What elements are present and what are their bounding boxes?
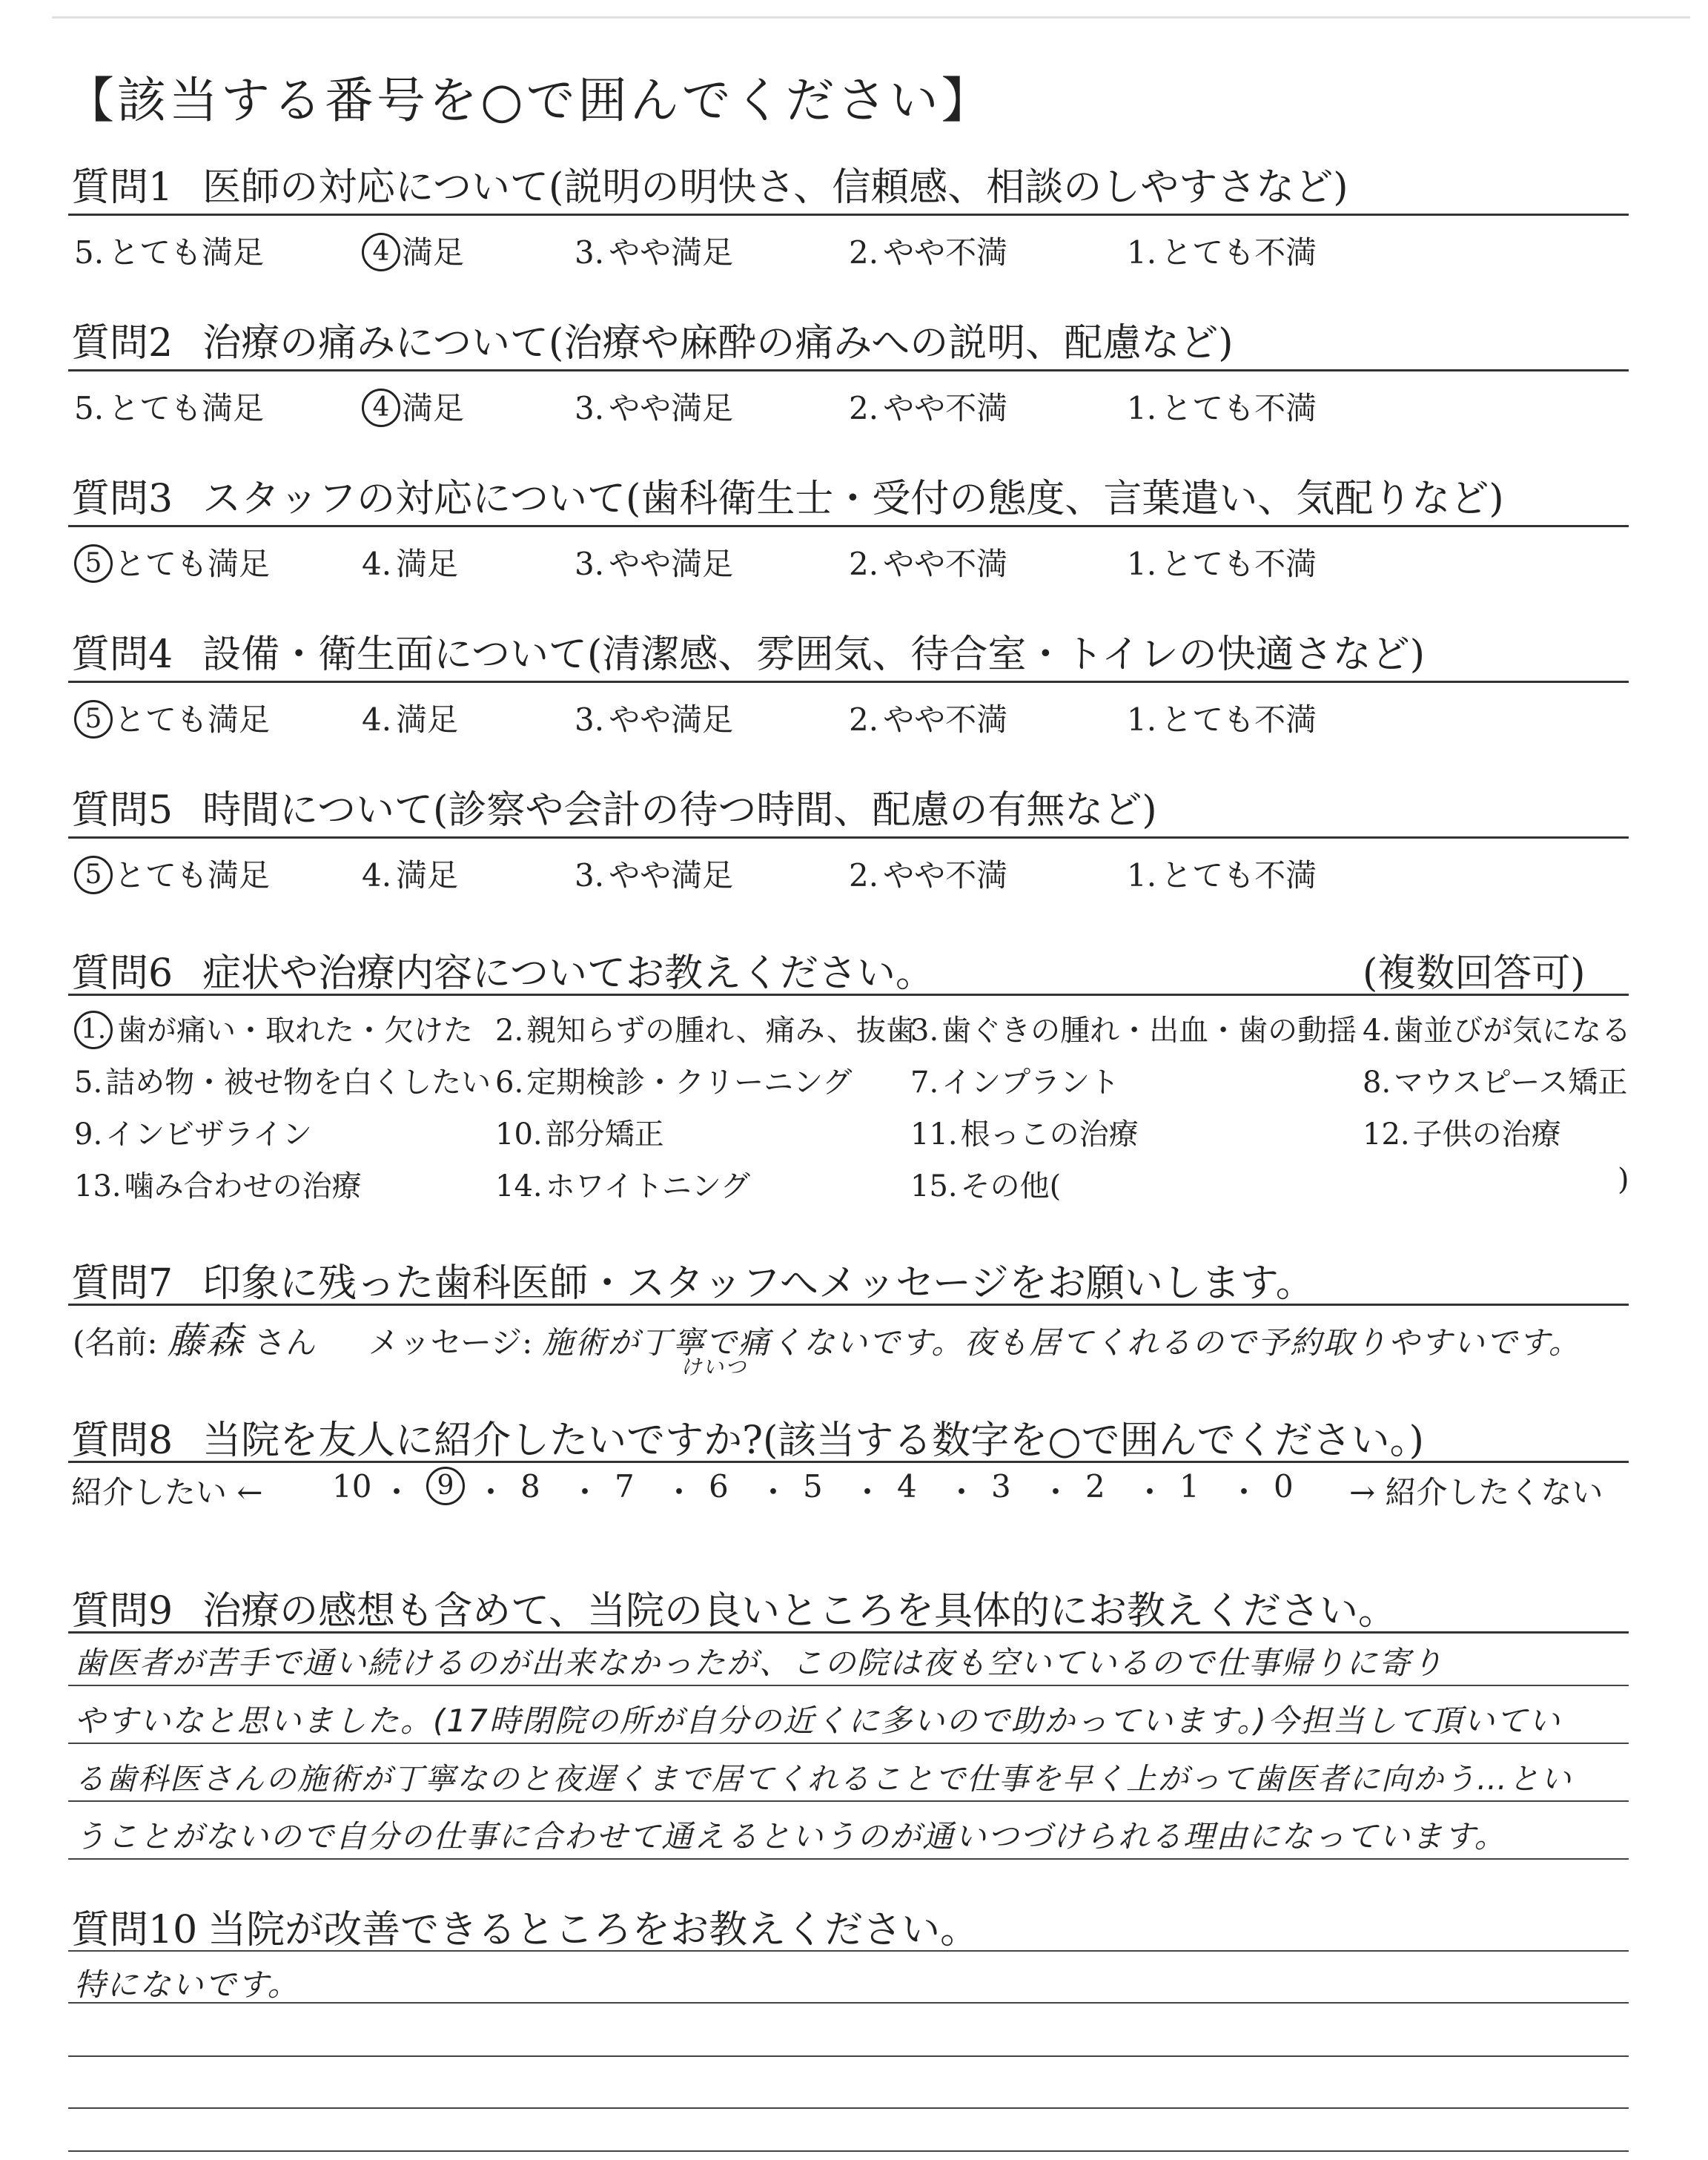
option-number: 2. xyxy=(849,701,879,738)
scale-number-circled: 9 xyxy=(426,1467,465,1505)
q7-text: 印象に残った歯科医師・スタッフへメッセージをお願いします。 xyxy=(202,1261,1314,1306)
option-label: やや不満 xyxy=(883,857,1008,894)
option-label: 歯ぐきの腫れ・出血・歯の動揺 xyxy=(941,1014,1357,1048)
q5-option[interactable] xyxy=(575,851,733,896)
scale-number: 7 xyxy=(615,1468,635,1505)
q8-separator: ・ xyxy=(381,1474,413,1510)
q8-scale-value[interactable] xyxy=(1085,1468,1105,1505)
q8-separator: ・ xyxy=(663,1474,695,1510)
option-number-circled: 1. xyxy=(74,1011,113,1049)
option-label: 満足 xyxy=(396,546,459,582)
q8-scale-value[interactable] xyxy=(332,1468,371,1505)
q6-option[interactable] xyxy=(74,1111,312,1153)
q9-text: 治療の感想も含めて、当院の良いところを具体的にお教えください。 xyxy=(202,1589,1397,1634)
option-number: 1. xyxy=(1127,390,1157,426)
q8-separator: ・ xyxy=(946,1474,978,1510)
q9-answer-line: 歯医者が苦手で通い続けるのが出来なかったが、この院は夜も空いているので仕事帰りに寄り xyxy=(74,1645,1445,1681)
q6-title xyxy=(71,942,934,997)
q7-name-suffix: さん xyxy=(254,1324,317,1361)
q8-right-label: → 紹介したくない xyxy=(1349,1474,1603,1510)
option-number: 2. xyxy=(495,1014,524,1048)
q10-title xyxy=(71,1898,979,1954)
q6-option[interactable] xyxy=(910,1111,1139,1153)
q4-option[interactable] xyxy=(74,696,270,742)
q6-option[interactable] xyxy=(910,1163,1061,1205)
q1-number: 質問1 xyxy=(71,165,173,210)
q5-title xyxy=(71,779,1157,834)
q9-rule xyxy=(68,1631,1629,1634)
q8-rule xyxy=(68,1461,1629,1463)
option-label: とても不満 xyxy=(1161,546,1317,582)
q10-text: 当院が改善できるところをお教えください。 xyxy=(208,1908,979,1952)
q10-answer-rule xyxy=(68,2055,1629,2057)
q1-option[interactable] xyxy=(1127,228,1317,273)
option-label: 歯並びが気になる xyxy=(1394,1014,1632,1048)
q1-option[interactable] xyxy=(575,228,733,273)
q10-answer-rule xyxy=(68,2107,1629,2109)
option-number: 3. xyxy=(575,234,605,271)
scale-number: 3 xyxy=(991,1468,1011,1505)
option-number: 3. xyxy=(575,390,605,426)
q6-option[interactable] xyxy=(74,1059,491,1101)
q8-number: 質問8 xyxy=(71,1418,173,1463)
q6-option[interactable] xyxy=(1615,1163,1629,1197)
option-label: インプラント xyxy=(941,1066,1120,1100)
option-label: 詰め物・被せ物を白くしたい xyxy=(105,1066,491,1100)
q9-title xyxy=(71,1579,1397,1635)
option-label: やや満足 xyxy=(609,546,734,582)
option-number: 15. xyxy=(910,1169,958,1203)
option-label: インビザライン xyxy=(105,1117,312,1152)
q7-name-value: 藤森 xyxy=(167,1319,245,1362)
q4-option[interactable] xyxy=(1127,696,1317,740)
q9-number: 質問9 xyxy=(71,1589,173,1634)
option-number: 3. xyxy=(910,1014,939,1048)
option-label: その他( xyxy=(960,1169,1062,1203)
option-label: とても満足 xyxy=(114,546,271,582)
q4-option[interactable] xyxy=(575,696,733,740)
option-label: とても不満 xyxy=(1161,701,1317,738)
option-label: ) xyxy=(1618,1163,1629,1197)
q4-rule xyxy=(68,681,1629,683)
option-label: 満足 xyxy=(396,701,459,738)
option-number-circled: 5 xyxy=(74,856,113,894)
scale-number: 2 xyxy=(1085,1468,1105,1505)
option-label: 部分矯正 xyxy=(545,1117,664,1152)
q1-rule xyxy=(68,214,1629,216)
q9-answer-line: る歯科医さんの施術が丁寧なのと夜遅くまで居てくれることで仕事を早く上がって歯医者に向かう…とい xyxy=(74,1761,1572,1797)
scale-number: 5 xyxy=(803,1468,823,1505)
option-label: やや満足 xyxy=(609,857,734,894)
q1-option[interactable] xyxy=(74,228,264,273)
q8-separator: ・ xyxy=(569,1474,601,1510)
q3-rule xyxy=(68,525,1629,527)
q7-message-label: メッセージ: xyxy=(368,1324,533,1361)
option-label: とても満足 xyxy=(114,857,271,894)
q5-text: 時間について(診察や会計の待つ時間、配慮の有無など) xyxy=(202,788,1157,833)
option-label: 満足 xyxy=(402,390,465,426)
option-label: とても満足 xyxy=(108,234,265,271)
q7-title xyxy=(71,1252,1314,1307)
option-label: とても不満 xyxy=(1161,234,1317,271)
q7-message-row xyxy=(73,1311,1581,1364)
q2-option[interactable] xyxy=(362,384,464,430)
q3-text: スタッフの対応について(歯科衛生士・受付の態度、言葉遣い、気配りなど) xyxy=(202,477,1504,521)
q8-scale-value[interactable] xyxy=(1179,1468,1199,1505)
option-number: 1. xyxy=(1127,546,1157,582)
q8-separator: ・ xyxy=(1134,1474,1166,1510)
q2-number: 質問2 xyxy=(71,321,173,366)
q8-separator: ・ xyxy=(1040,1474,1072,1510)
q3-title xyxy=(71,467,1504,523)
q9-answer-rule xyxy=(68,1685,1629,1686)
q4-text: 設備・衛生面について(清潔感、雰囲気、待合室・トイレの快適さなど) xyxy=(202,633,1426,677)
q8-scale-value[interactable] xyxy=(615,1468,635,1505)
option-label: 定期検診・クリーニング xyxy=(526,1066,853,1100)
option-number: 2. xyxy=(849,857,879,894)
option-label: 歯が痛い・取れた・欠けた xyxy=(117,1014,473,1048)
q8-scale-value[interactable] xyxy=(897,1468,917,1505)
q9-answer-rule xyxy=(68,1800,1629,1802)
option-label: やや満足 xyxy=(609,390,734,426)
q6-option[interactable] xyxy=(910,1007,1357,1049)
q10-answer-rule xyxy=(68,1950,1629,1952)
q7-number: 質問7 xyxy=(71,1261,173,1306)
option-label: ホワイトニング xyxy=(545,1169,751,1203)
option-number: 4. xyxy=(362,546,392,582)
option-label: とても不満 xyxy=(1161,390,1317,426)
option-number: 14. xyxy=(495,1169,543,1203)
q2-text: 治療の痛みについて(治療や麻酔の痛みへの説明、配慮など) xyxy=(202,321,1234,366)
q8-scale-value[interactable] xyxy=(803,1468,823,1505)
q8-scale-value[interactable] xyxy=(1274,1468,1294,1505)
option-number: 1. xyxy=(1127,857,1157,894)
scale-number: 6 xyxy=(709,1468,729,1505)
q10-number: 質問10 xyxy=(71,1908,198,1952)
option-number: 6. xyxy=(495,1066,524,1100)
q5-option[interactable] xyxy=(74,851,270,897)
q4-option[interactable] xyxy=(849,696,1007,740)
option-label: やや不満 xyxy=(883,701,1008,738)
scale-number: 10 xyxy=(332,1468,372,1505)
q4-option[interactable] xyxy=(362,696,458,740)
option-number: 2. xyxy=(849,234,879,271)
option-number: 3. xyxy=(575,857,605,894)
option-number: 5. xyxy=(74,390,105,426)
q6-option[interactable] xyxy=(495,1059,852,1101)
option-label: やや不満 xyxy=(883,234,1008,271)
q6-option[interactable] xyxy=(910,1059,1119,1101)
q7-name-label: (名前: xyxy=(73,1324,158,1361)
q3-option[interactable] xyxy=(575,540,733,584)
q5-option[interactable] xyxy=(1127,851,1317,896)
q8-text: 当院を友人に紹介したいですか?(該当する数字を○で囲んでください。) xyxy=(202,1418,1424,1463)
option-number: 11. xyxy=(910,1117,958,1152)
option-number: 13. xyxy=(74,1169,122,1203)
q1-text: 医師の対応について(説明の明快さ、信頼感、相談のしやすさなど) xyxy=(202,165,1348,210)
q2-title xyxy=(71,311,1234,367)
q6-note: (複数回答可) xyxy=(1363,951,1586,996)
q8-left-label: 紹介したい ← xyxy=(71,1474,263,1510)
q10-answer-line: 特にないです。 xyxy=(74,1966,300,2003)
q7-message-value: 施術が丁寧で痛くないです。夜も居てくれるので予約取りやすいです。 xyxy=(542,1324,1581,1361)
q3-option[interactable] xyxy=(849,540,1007,584)
q3-option[interactable] xyxy=(74,540,270,586)
q9-answer-line: やすいなと思いました。(17時閉院の所が自分の近くに多いので助かっています。)今担当して頂いてい xyxy=(74,1702,1561,1739)
option-number: 2. xyxy=(849,546,879,582)
q4-number: 質問4 xyxy=(71,633,173,677)
q9-answer-rule xyxy=(68,1743,1629,1744)
option-number: 3. xyxy=(575,701,605,738)
q7-rule xyxy=(68,1304,1629,1306)
q3-number: 質問3 xyxy=(71,477,173,521)
option-number: 10. xyxy=(495,1117,543,1152)
option-number: 12. xyxy=(1363,1117,1410,1152)
option-number: 1. xyxy=(1127,701,1157,738)
q6-option[interactable] xyxy=(1363,1111,1561,1153)
q7-insertion-note: けいつ xyxy=(681,1355,748,1379)
q10-answer-rule xyxy=(68,2150,1629,2152)
option-number: 7. xyxy=(910,1066,939,1100)
option-number-circled: 4 xyxy=(362,233,400,271)
page-heading: 【該当する番号を○で囲んでください】 xyxy=(65,72,993,129)
q8-separator: ・ xyxy=(1228,1474,1260,1510)
q6-option[interactable] xyxy=(495,1163,750,1205)
q5-rule xyxy=(68,836,1629,839)
q8-scale-value[interactable] xyxy=(520,1468,540,1505)
option-number-circled: 4 xyxy=(362,389,400,427)
option-label: やや不満 xyxy=(883,390,1008,426)
q8-separator: ・ xyxy=(758,1474,790,1510)
q6-text: 症状や治療内容についてお教えください。 xyxy=(202,951,935,996)
q1-option[interactable] xyxy=(362,228,464,274)
q6-option[interactable] xyxy=(1363,1059,1627,1101)
option-number: 4. xyxy=(362,701,392,738)
q6-option[interactable] xyxy=(495,1007,916,1049)
q9-answer-line: うことがないので自分の仕事に合わせて通えるというのが通いつづけられる理由になっています。 xyxy=(74,1818,1507,1855)
option-label: やや満足 xyxy=(609,234,734,271)
q5-number: 質問5 xyxy=(71,788,173,833)
option-number: 3. xyxy=(575,546,605,582)
q6-option[interactable] xyxy=(1363,1007,1631,1049)
option-label: マウスピース矯正 xyxy=(1394,1066,1628,1100)
option-number: 4. xyxy=(362,857,392,894)
q8-title xyxy=(71,1409,1424,1464)
option-number: 5. xyxy=(74,234,105,271)
option-label: 親知らずの腫れ、痛み、抜歯 xyxy=(526,1014,916,1048)
q8-separator: ・ xyxy=(475,1474,507,1510)
q8-separator: ・ xyxy=(852,1474,884,1510)
option-label: 満足 xyxy=(402,234,465,271)
q6-option[interactable] xyxy=(74,1007,473,1052)
q10-answer-rule xyxy=(68,2002,1629,2004)
option-label: 子供の治療 xyxy=(1412,1117,1561,1152)
option-label: とても不満 xyxy=(1161,857,1317,894)
option-label: 噛み合わせの治療 xyxy=(124,1169,362,1203)
option-label: とても満足 xyxy=(108,390,265,426)
q6-option[interactable] xyxy=(74,1163,362,1205)
scale-number: 4 xyxy=(897,1468,917,1505)
option-number-circled: 5 xyxy=(74,544,113,583)
q3-option[interactable] xyxy=(1127,540,1317,584)
option-label: 満足 xyxy=(396,857,459,894)
option-number: 9. xyxy=(74,1117,103,1152)
option-number-circled: 5 xyxy=(74,700,113,739)
option-number: 4. xyxy=(1363,1014,1391,1048)
q6-number: 質問6 xyxy=(71,951,173,996)
option-label: とても満足 xyxy=(114,701,271,738)
q8-scale-value[interactable] xyxy=(709,1468,729,1505)
q5-option[interactable] xyxy=(362,851,458,896)
q2-option[interactable] xyxy=(74,384,264,429)
q6-rule xyxy=(68,994,1629,996)
q6-option[interactable] xyxy=(495,1111,664,1153)
q4-title xyxy=(71,623,1425,678)
top-border xyxy=(52,16,1690,19)
q9-answer-rule xyxy=(68,1858,1629,1860)
scale-number: 1 xyxy=(1179,1468,1199,1505)
q2-option[interactable] xyxy=(849,384,1007,429)
option-number: 2. xyxy=(849,390,879,426)
q1-option[interactable] xyxy=(849,228,1007,273)
option-label: やや満足 xyxy=(609,701,734,738)
q5-option[interactable] xyxy=(849,851,1007,896)
option-number: 8. xyxy=(1363,1066,1391,1100)
option-label: やや不満 xyxy=(883,546,1008,582)
option-number: 5. xyxy=(74,1066,103,1100)
q2-option[interactable] xyxy=(575,384,733,429)
q8-scale-value[interactable] xyxy=(426,1468,466,1508)
option-number: 1. xyxy=(1127,234,1157,271)
scale-number: 8 xyxy=(520,1468,540,1505)
q3-option[interactable] xyxy=(362,540,458,584)
option-label: 根っこの治療 xyxy=(960,1117,1139,1152)
scale-number: 0 xyxy=(1274,1468,1294,1505)
q2-option[interactable] xyxy=(1127,384,1317,429)
q8-scale-value[interactable] xyxy=(991,1468,1011,1505)
q2-rule xyxy=(68,369,1629,371)
q1-title xyxy=(71,156,1348,211)
